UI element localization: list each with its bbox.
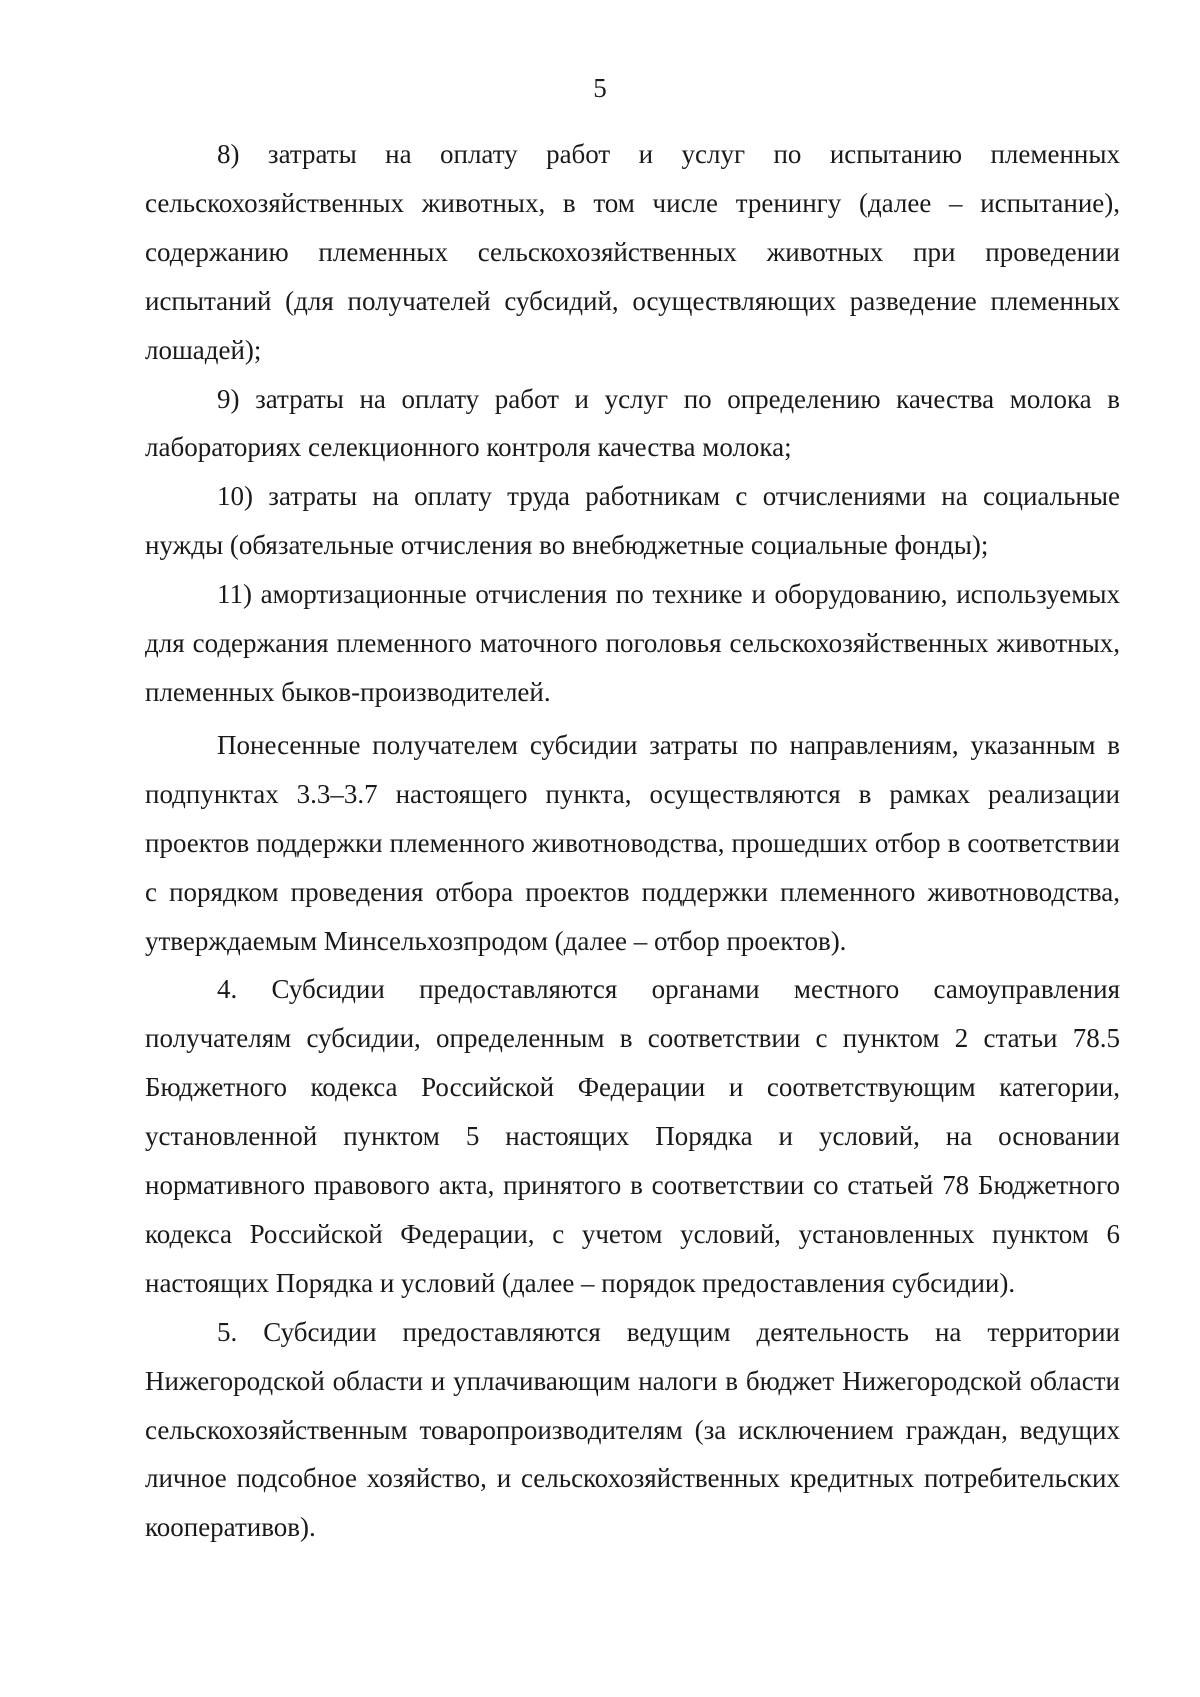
paragraph-item-8: 8) затраты на оплату работ и услуг по испытанию племенных сельскохозяйственных животных, в том числе тренингу (далее – испытание), содержанию племенных сельскохозяйственных животных при проведении испытаний (для получателей субсидий, осуществляющих разведение племенных лошадей); (145, 139, 1120, 365)
paragraph-clause-5: 5. Субсидии предоставляются ведущим деятельность на территории Нижегородской области и уплачивающим налоги в бюджет Нижегородской области сельскохозяйственным товаропроизводителям (за исключением граждан, ведущих личное подсобное хозяйство, и сельскохозяйственных кредитных потребительских кооперативов). (145, 1316, 1120, 1543)
page-number: 5 (593, 73, 607, 103)
document-body (145, 130, 1120, 1552)
paragraph-costs-note: Понесенные получателем субсидии затраты по направлениям, указанным в подпунктах 3.3–3.7 настоящего пункта, осуществляются в рамках реализации проектов поддержки племенного животноводства, прошедших отбор в соответствии с порядком проведения отбора проектов поддержки племенного животноводства, утверждаемым Минсельхозпродом (далее – отбор проектов). (145, 729, 1120, 956)
paragraph-item-9: 9) затраты на оплату работ и услуг по определению качества молока в лабораториях селекционного контроля качества молока; (145, 383, 1120, 463)
paragraph-item-11: 11) амортизационные отчисления по технике и оборудованию, используемых для содержания племенного маточного поголовья сельскохозяйственных животных, племенных быков-производителей. (145, 579, 1120, 707)
paragraph-item-10: 10) затраты на оплату труда работникам с отчислениями на социальные нужды (обязательные отчисления во внебюджетные социальные фонды); (145, 481, 1120, 561)
paragraph-clause-4: 4. Субсидии предоставляются органами местного самоуправления получателям субсидии, определенным в соответствии с пунктом 2 статьи 78.5 Бюджетного кодекса Российской Федерации и соответствующим категории, установленной пунктом 5 настоящих Порядка и условий, на основании нормативного правового акта, принятого в соответствии со статьей 78 Бюджетного кодекса Российской Федерации, с учетом условий, установленных пунктом 6 настоящих Порядка и условий (далее – порядок предоставления субсидии). (145, 974, 1120, 1298)
